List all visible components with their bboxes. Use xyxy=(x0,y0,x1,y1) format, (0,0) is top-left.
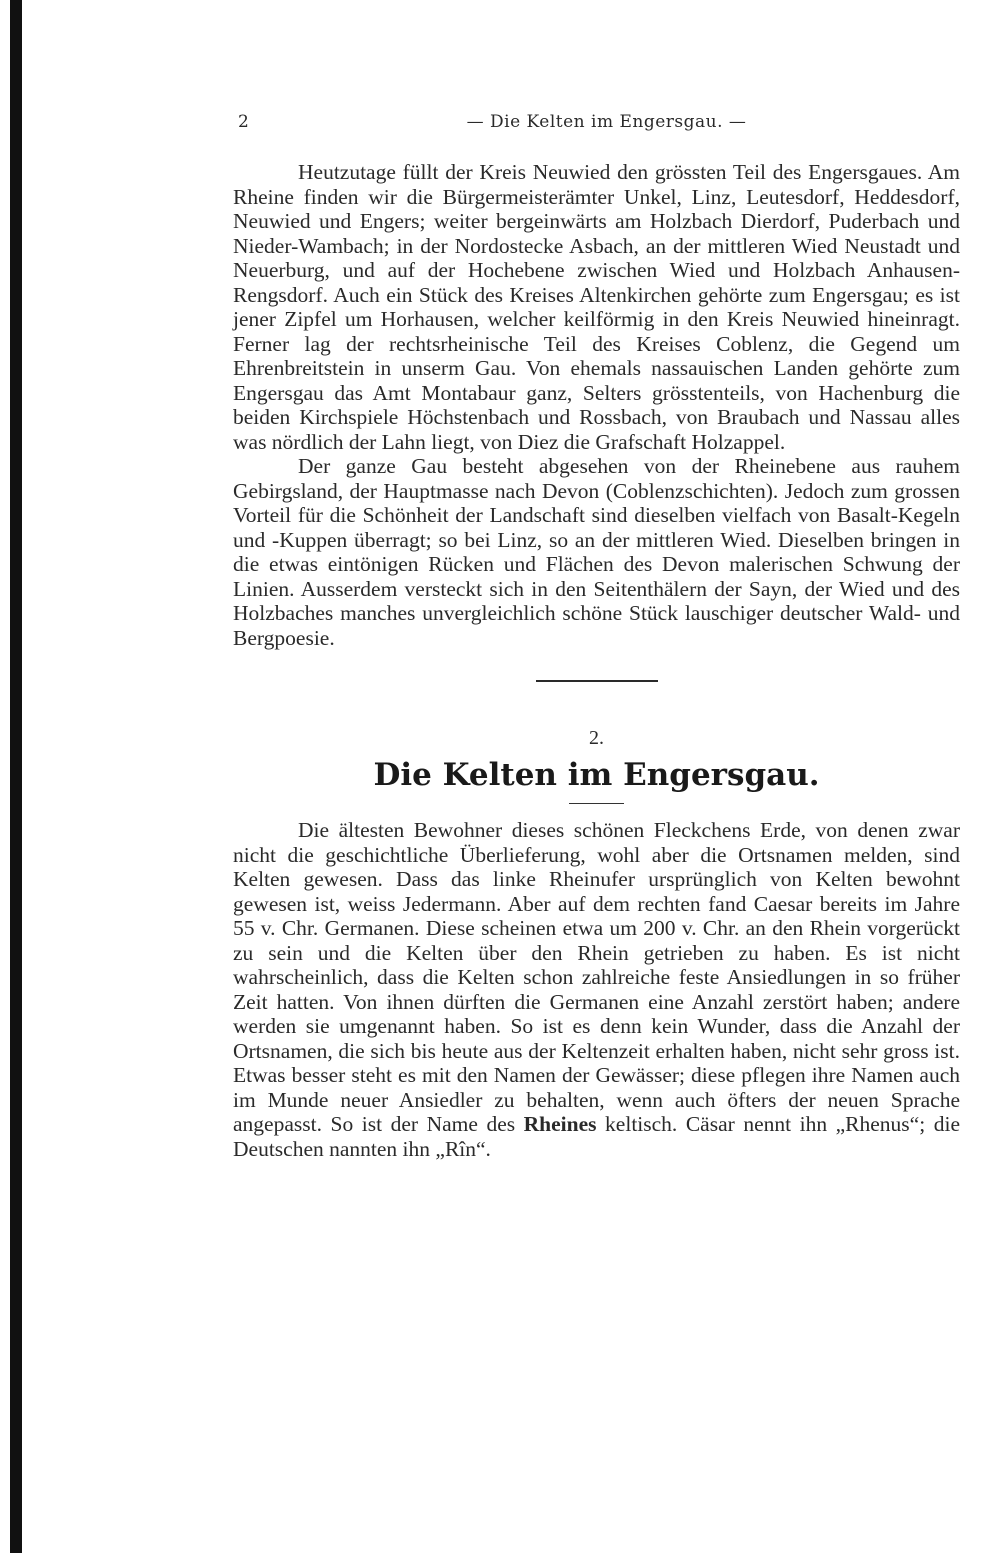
paragraph-text: Die ältesten Bewohner dieses schönen Fleckchens Erde, von denen zwar nicht die geschichtliche Überlieferung, wohl aber die Ortsnamen melden, sind Kelten gewesen. Dass das linke Rheinufer ursprünglich von Kelten bewohnt gewesen ist, weiss Jedermann. Aber auf dem rechten fand Caesar bereits im Jahre 55 v. Chr. Germanen. Diese scheinen etwa um 200 v. Chr. an den Rhein vorgerückt zu sein und die Kelten über den Rhein getrieben zu haben. Es ist nicht wahrscheinlich, dass die Kelten schon zahlreiche feste Ansiedlungen in so früher Zeit hatten. Von ihnen dürften die Germanen eine Anzahl zerstört haben; andere werden sie umgenannt haben. So ist es denn kein Wunder, dass die Anzahl der Ortsnamen, die sich bis heute aus der Keltenzeit erhalten haben, nicht sehr gross ist. Etwas besser steht es mit den Namen der Gewässer; diese pflegen ihre Namen auch im Munde neuer Ansiedler zu behalten, wenn auch öfters der neuen Sprache angepasst. So ist der Name des xyxy=(233,818,960,1136)
paragraph xyxy=(233,818,960,1161)
running-title: — Die Kelten im Engersgau. — xyxy=(466,112,747,132)
paragraph-text: keltisch. Cäsar nennt ihn „Rhenus“; die Deutschen nannten ihn „Rîn“. xyxy=(233,1112,960,1161)
page-number: 2 xyxy=(238,112,250,132)
book-page xyxy=(233,112,960,1161)
section-1-body xyxy=(233,160,960,650)
heading-underline-rule xyxy=(569,803,624,804)
section-separator-rule xyxy=(536,680,658,682)
paragraph: Heutzutage füllt der Kreis Neuwied den grössten Teil des Engersgaues. Am Rheine finden wir die Bürgermeisterämter Unkel, Linz, Leutesdorf, Heddesdorf, Neuwied und Engers; weiter bergeinwärts am Holzbach Dierdorf, Puderbach und Nieder-Wambach; in der Nordostecke Asbach, an der mittleren Wied Neustadt und Neuerburg, und auf der Hochebene zwischen Wied und Holzbach Anhausen-Rengsdorf. Auch ein Stück des Kreises Altenkirchen gehörte zum Engersgau; es ist jener Zipfel um Horhausen, welcher keilförmig in den Kreis Neuwied hineinragt. Ferner lag der rechtsrheinische Teil des Kreises Coblenz, die Gegend um Ehrenbreitstein in unserm Gau. Von ehemals nassauischen Landen gehörte zum Engersgau das Amt Montabaur ganz, Selters grösstenteils, von Hachenburg die beiden Kirchspiele Höchstenbach und Rossbach, von Braubach und Nassau alles was nördlich der Lahn liegt, von Diez die Grafschaft Holzappel. xyxy=(233,160,960,454)
section-2-body xyxy=(233,818,960,1161)
scan-edge-shadow xyxy=(10,0,22,1553)
emphasized-word: Rheines xyxy=(523,1112,597,1136)
paragraph: Der ganze Gau besteht abgesehen von der Rheinebene aus rauhem Gebirgsland, der Hauptmasse nach Devon (Coblenzschichten). Jedoch zum grossen Vorteil für die Schönheit der Landschaft sind dieselben vielfach von Basalt-Kegeln und -Kuppen überragt; so bei Linz, so an der mittleren Wied. Dieselben bringen in die etwas eintönigen Rücken und Flächen des Devon malerischen Schwung der Linien. Ausserdem versteckt sich in den Seitenthälern der Sayn, der Wied und des Holzbaches manches unvergleichlich schöne Stück lauschiger deutscher Wald- und Bergpoesie. xyxy=(233,454,960,650)
section-heading: Die Kelten im Engersgau. xyxy=(373,757,820,793)
running-head xyxy=(233,112,960,142)
section-number: 2. xyxy=(589,727,604,749)
